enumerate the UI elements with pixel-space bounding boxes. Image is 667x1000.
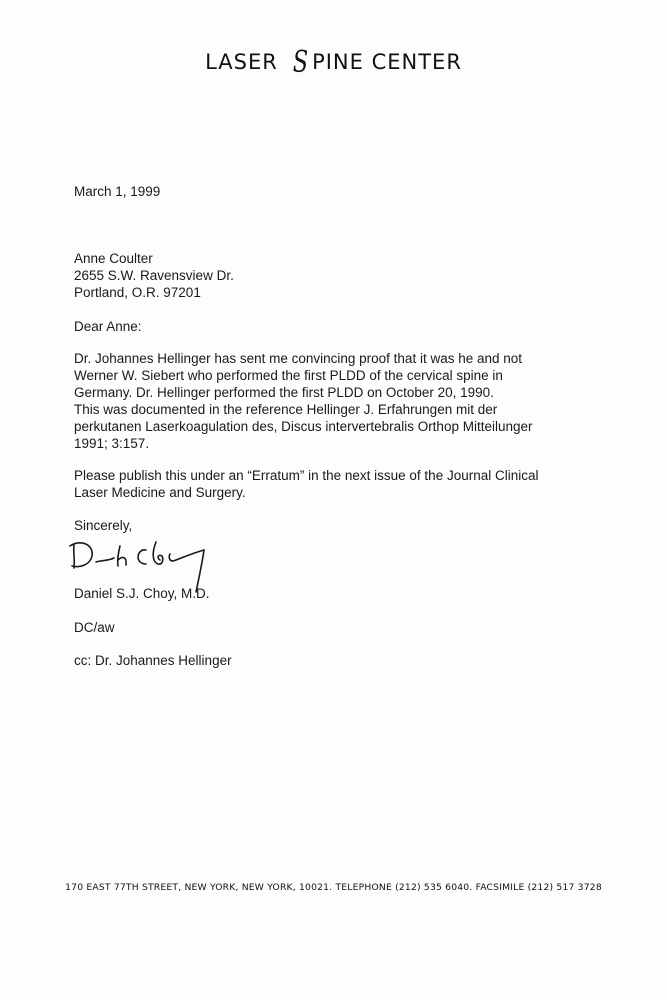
typist-initials: DC/aw — [74, 620, 115, 635]
closing: Sincerely, — [74, 518, 133, 533]
recipient-street: 2655 S.W. Ravensview Dr. — [74, 268, 234, 283]
body-paragraph-1 — [74, 350, 533, 452]
paragraph-line: Please publish this under an “Erratum” in the next issue of the Journal Clinical — [74, 468, 539, 483]
paragraph-line: Werner W. Siebert who performed the first PLDD of the cervical spine in — [74, 368, 503, 383]
letter-date: March 1, 1999 — [74, 184, 161, 199]
paragraph-line: perkutanen Laserkoagulation des, Discus intervertebralis Orthop Mitteilunger — [74, 419, 533, 434]
signer-name: Daniel S.J. Choy, M.D. — [74, 586, 210, 601]
letterhead-word-laser: LASER — [205, 50, 278, 74]
recipient-name: Anne Coulter — [74, 251, 153, 266]
letterhead-s-mark: S — [292, 45, 309, 80]
paragraph-line: Laser Medicine and Surgery. — [74, 485, 246, 500]
letterhead-logo — [0, 45, 667, 80]
letterhead-word-spine-center: PINE CENTER — [312, 50, 462, 74]
paragraph-line: Dr. Johannes Hellinger has sent me convincing proof that it was he and not — [74, 351, 523, 366]
paragraph-line: 1991; 3:157. — [74, 436, 150, 451]
salutation: Dear Anne: — [74, 319, 142, 334]
paragraph-line: Germany. Dr. Hellinger performed the first PLDD on October 20, 1990. — [74, 385, 494, 400]
carbon-copy-line: cc: Dr. Johannes Hellinger — [74, 653, 232, 668]
body-paragraph-2 — [74, 467, 539, 501]
letterhead-footer-address: 170 EAST 77TH STREET, NEW YORK, NEW YORK, 10021. TELEPHONE (212) 535 6040. FACSIMILE (212) 517 3728 — [65, 882, 602, 893]
recipient-address — [74, 250, 234, 301]
paragraph-line: This was documented in the reference Hellinger J. Erfahrungen mit der — [74, 402, 498, 417]
recipient-city: Portland, O.R. 97201 — [74, 285, 201, 300]
